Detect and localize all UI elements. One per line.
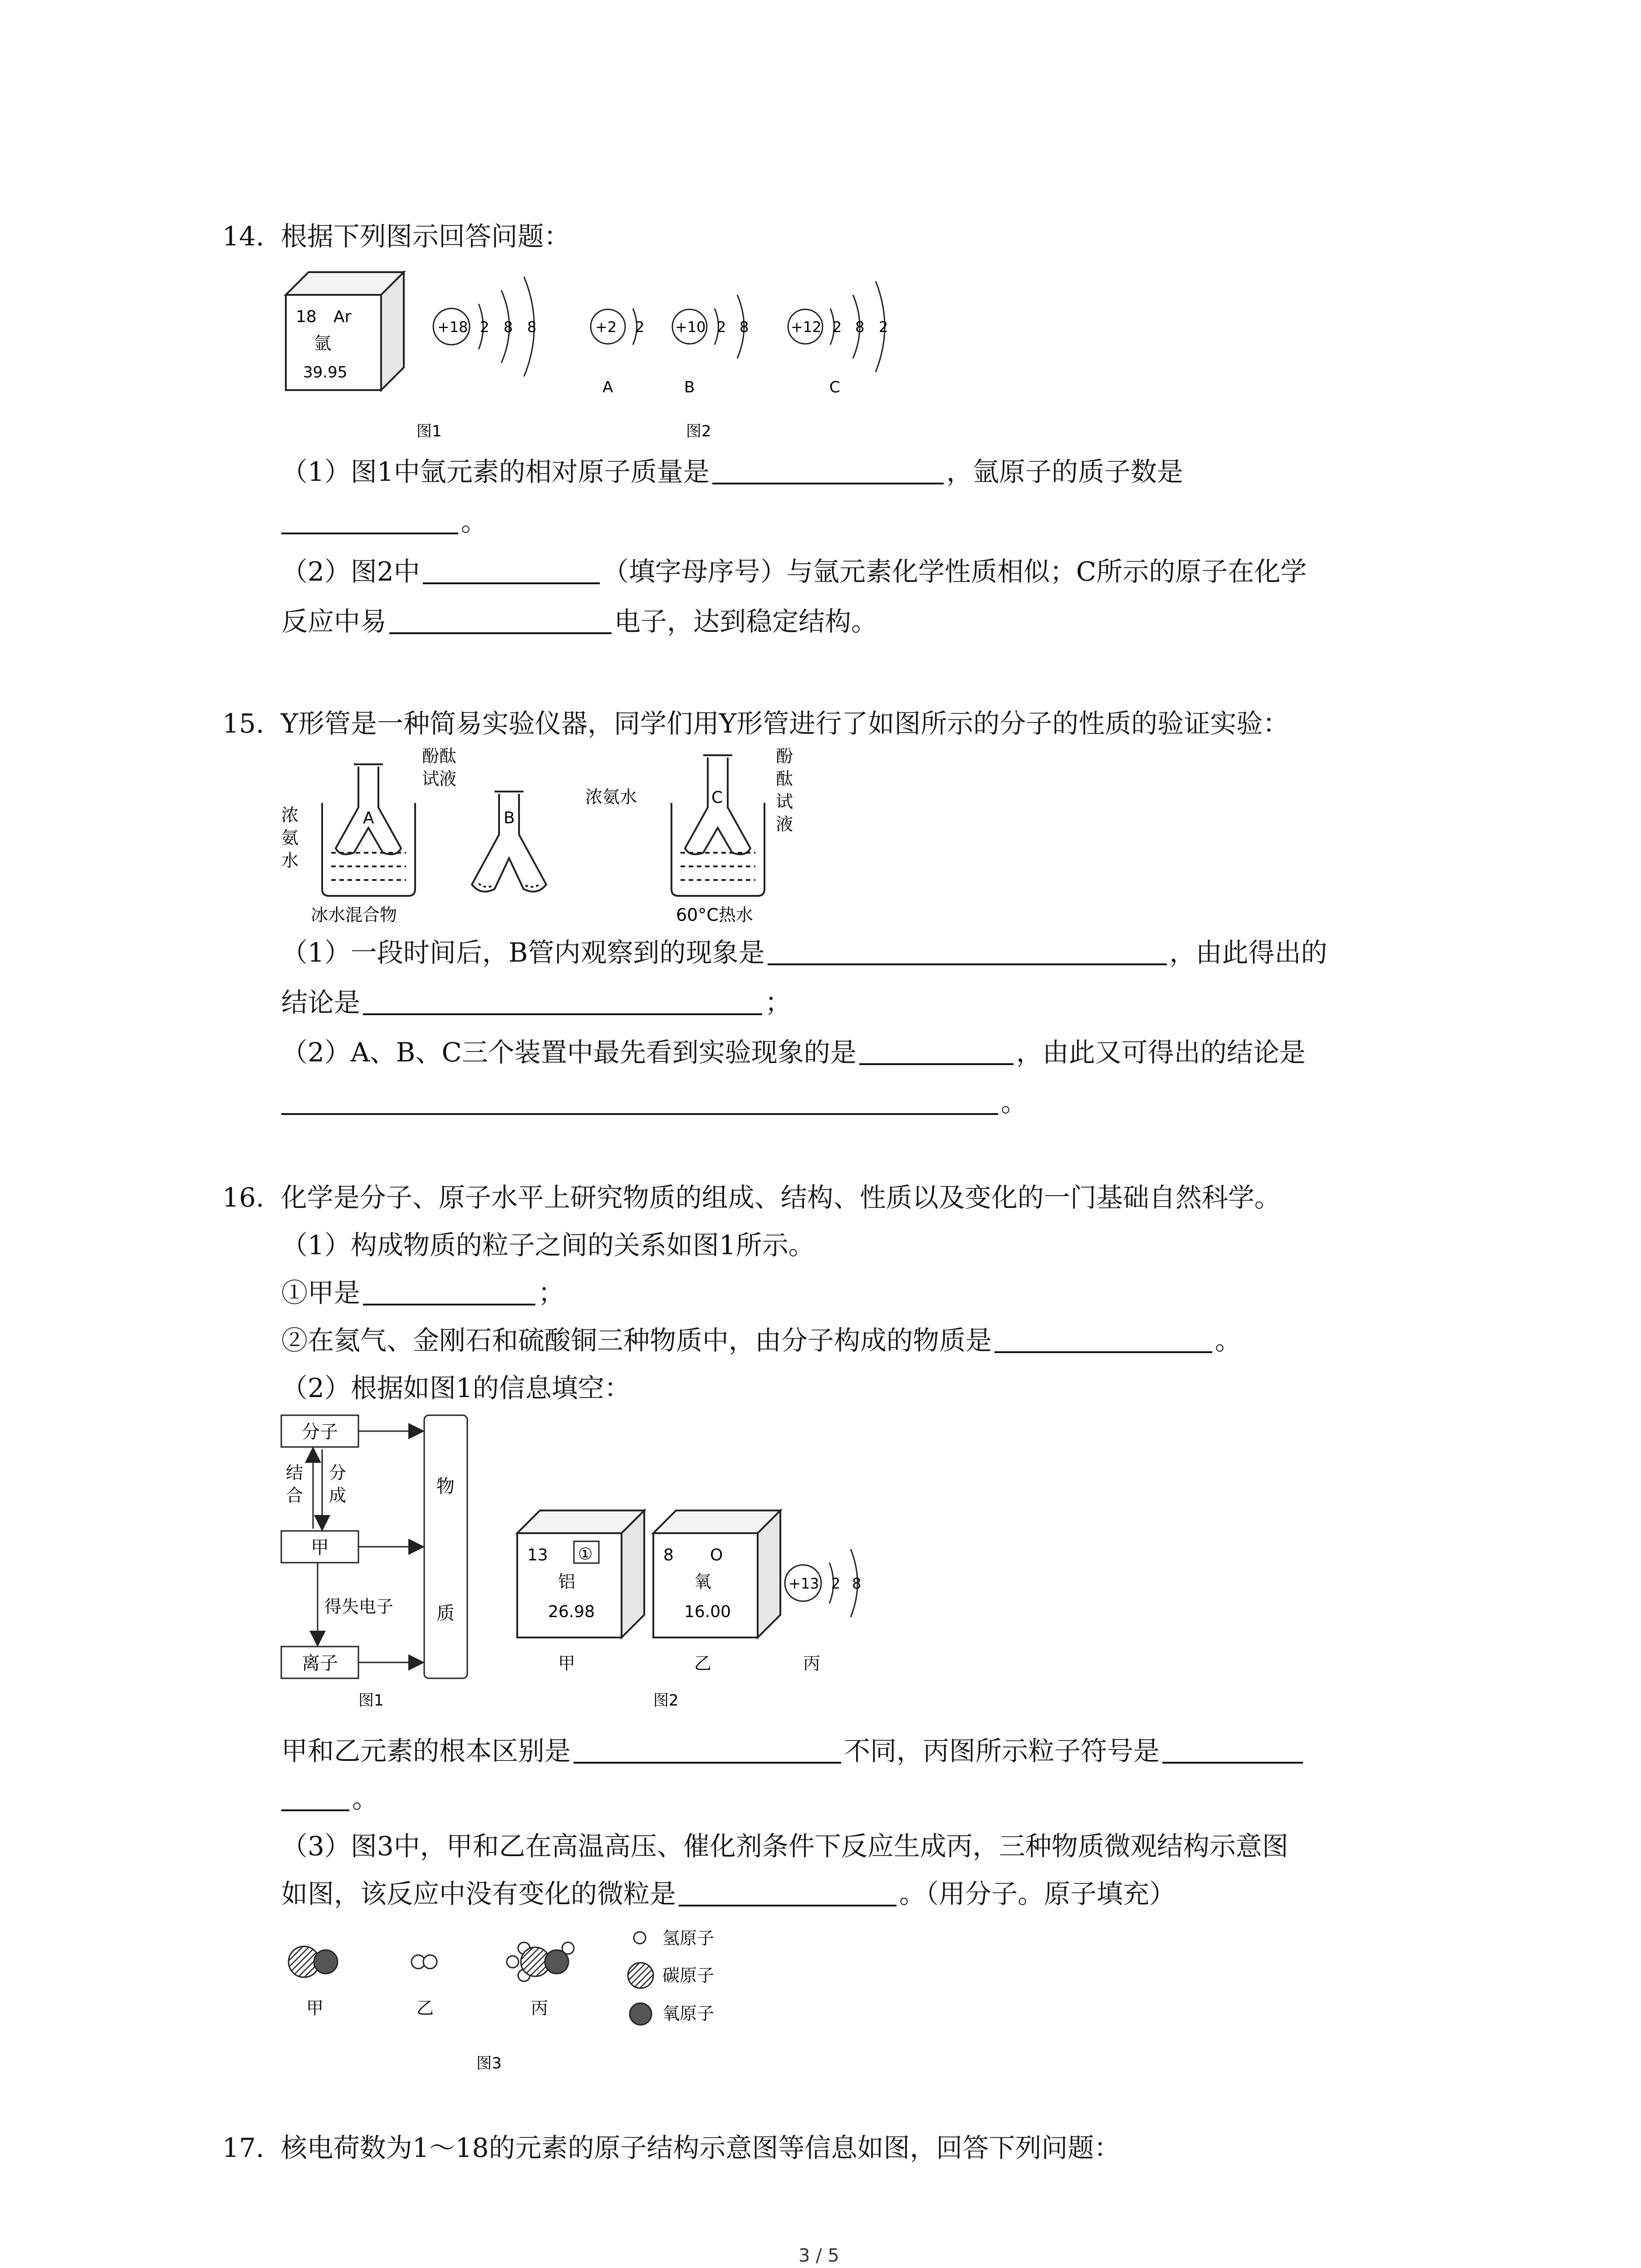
q15-part2-text-a: （2）A、B、C三个装置中最先看到实验现象的是 [281, 1037, 857, 1068]
box-matter-label-2: 质 [436, 1603, 455, 1624]
q16-s2-line [281, 1735, 1306, 1767]
q16-s2-end: 。 [352, 1783, 379, 1814]
q15-stem-text: Y形管是一种简易实验仪器，同学们用Y形管进行了如图所示的分子的性质的验证实验： [280, 708, 1289, 739]
phenol-mid-label-1: 酚酞 [422, 746, 457, 766]
hot-water-label: 60°C热水 [676, 905, 753, 925]
atom-bing-shell-1: 2 [831, 1575, 841, 1592]
cell-yi-symbol: O [710, 1546, 723, 1564]
atom-b-nucleus: +10 [675, 318, 706, 336]
q16-blank-fundamental-difference[interactable] [573, 1735, 841, 1764]
q16-stem [222, 1182, 1281, 1213]
arrow-electron-label: 得失电子 [324, 1597, 394, 1617]
argon-nucleus: +18 [437, 318, 468, 336]
q17-stem [222, 2132, 1120, 2164]
cell-jia-number: 13 [527, 1546, 548, 1564]
q14-stem-text: 根据下列图示回答问题： [280, 221, 570, 252]
q16-number: 16. [222, 1182, 265, 1213]
q14-part2-text-d: 电子，达到稳定结构。 [614, 606, 878, 637]
q15-blank-first-device[interactable] [859, 1037, 1014, 1065]
cell-yi-mass: 16.00 [684, 1603, 731, 1621]
beaker-c [671, 755, 764, 896]
atom-bing-label: 丙 [803, 1653, 821, 1673]
q14-part1-line2 [281, 506, 487, 538]
ice-mixture-label: 冰水混合物 [311, 905, 397, 925]
beaker-a [322, 764, 415, 896]
argon-mass: 39.95 [303, 363, 348, 381]
q16-figure-3 [272, 1919, 817, 2082]
q16-s3-text-b: 如图，该反应中没有变化的微粒是 [281, 1878, 676, 1909]
q15-number: 15. [222, 708, 265, 739]
legend-c-label: 碳原子 [662, 1965, 715, 1985]
legend-h-label: 氢原子 [662, 1928, 715, 1948]
atom-b-label: B [684, 378, 695, 396]
atom-b-shell-2: 8 [740, 318, 749, 336]
q16-s1-ii [281, 1325, 1241, 1356]
q15-part1-line2 [281, 987, 791, 1018]
box-matter [424, 1415, 467, 1678]
q14-figure [272, 259, 930, 449]
q14-part1-end: 。 [461, 506, 488, 537]
box-jia-label: 甲 [311, 1537, 329, 1558]
ammonia-left-label-3: 水 [281, 850, 299, 870]
cell-jia-symbol: ① [578, 1545, 593, 1564]
q16-blank-particle-symbol-cont [281, 1783, 349, 1811]
q14-blank-proton-number[interactable] [281, 506, 458, 534]
q14-blank-electron[interactable] [389, 606, 612, 634]
q14-part1-line [281, 456, 1183, 488]
q16-s1: （1）构成物质的粒子之间的关系如图1所示。 [281, 1230, 815, 1261]
ammonia-mid-label: 浓氨水 [585, 787, 637, 807]
q14-part2-line [281, 556, 1307, 587]
q14-blank-argon-mass[interactable] [712, 456, 944, 484]
q16-s2-line2 [281, 1783, 378, 1814]
atom-c-nucleus: +12 [791, 318, 822, 336]
arrow-combine-label-1: 结 [286, 1463, 304, 1483]
q15-part1-text-a: （1）一段时间后，B管内观察到的现象是 [281, 937, 765, 968]
q16-blank-particle-symbol[interactable] [1162, 1735, 1303, 1764]
q15-part2-end: 。 [1001, 1087, 1028, 1118]
q15-figure [272, 739, 862, 930]
q15-part1-text-b: ，由此得出的 [1169, 937, 1327, 968]
molecule-jia [289, 1946, 338, 1977]
atom-a-shell-1: 2 [635, 318, 645, 336]
legend-o-swatch [630, 2003, 652, 2025]
legend-o-label: 氧原子 [662, 2004, 715, 2024]
argon-name: 氩 [314, 333, 332, 353]
q14-part2-text-c: 反应中易 [281, 606, 387, 637]
tube-a-label: A [363, 809, 374, 827]
phenol-right-label-2: 酞 [776, 769, 794, 789]
cell-yi-number: 8 [663, 1546, 674, 1564]
q16-s1-ii-end: 。 [1215, 1325, 1242, 1356]
phenol-right-label-3: 试 [776, 792, 794, 811]
molecule-yi [411, 1955, 437, 1969]
atom-a-nucleus: +2 [595, 318, 617, 336]
atom-c-label: C [829, 378, 840, 396]
molecule-bing [507, 1942, 574, 1981]
q14-part2-text-a: （2）图2中 [281, 556, 420, 587]
q16-s2-text-b: 不同，丙图所示粒子符号是 [844, 1735, 1160, 1766]
q16-figures-1-2 [272, 1406, 907, 1715]
box-matter-label-1: 物 [436, 1476, 455, 1497]
q17-number: 17. [222, 2132, 265, 2163]
q16-blank-unchanged-particle[interactable] [679, 1878, 896, 1906]
atom-c-shell-1: 2 [833, 318, 842, 336]
q16-s1-ii-text: ②在氦气、金刚石和硫酸铜三种物质中，由分子构成的物质是 [281, 1325, 992, 1356]
phenol-right-label-1: 酚 [776, 746, 794, 766]
legend-c-swatch [628, 1963, 653, 1988]
arrow-combine-label-2: 合 [286, 1486, 304, 1505]
argon-shell-1: 2 [480, 318, 490, 336]
q15-stem [222, 708, 1289, 739]
arrow-split-label-1: 分 [329, 1463, 347, 1483]
q14-stem [222, 220, 570, 252]
q16-blank-jia[interactable] [363, 1277, 535, 1305]
molecule-bing-label: 丙 [531, 1998, 549, 2018]
box-molecule-label: 分子 [302, 1422, 338, 1442]
q15-blank-conclusion[interactable] [363, 987, 762, 1015]
legend-h-swatch [634, 1932, 646, 1944]
phenol-mid-label-2: 试液 [422, 769, 457, 789]
q15-part1-end: ； [765, 987, 792, 1018]
atom-bing-nucleus: +13 [789, 1575, 819, 1592]
q14-fig2-caption: 图2 [686, 422, 711, 440]
q16-blank-molecular-substance[interactable] [994, 1325, 1212, 1353]
q14-part2-text-b: （填字母序号）与氩元素化学性质相似；C所示的原子在化学 [602, 556, 1307, 587]
atom-bing-shell-2: 8 [852, 1575, 862, 1592]
q14-part1-text-a: （1）图1中氩元素的相对原子质量是 [281, 456, 710, 487]
ammonia-left-label-1: 浓 [281, 805, 299, 825]
argon-symbol: Ar [333, 308, 352, 326]
cell-jia-mass: 26.98 [548, 1603, 595, 1621]
q14-part2-line2 [281, 606, 877, 637]
argon-shell-3: 8 [527, 318, 537, 336]
tube-b-label: B [504, 809, 515, 827]
q15-part1-line [281, 937, 1327, 968]
q16-s3-text-c: 。（用分子。原子填充） [899, 1878, 1176, 1909]
atom-c-shell-3: 2 [879, 318, 888, 336]
q17-stem-text: 核电荷数为1～18的元素的原子结构示意图等信息如图，回答下列问题： [280, 2132, 1121, 2163]
y-tube-b [472, 792, 546, 892]
tube-c-label: C [711, 788, 723, 807]
cell-jia-label: 甲 [558, 1653, 576, 1673]
argon-atomic-number: 18 [296, 308, 317, 326]
q16-s1-i-text: ①甲是 [281, 1277, 361, 1308]
cell-yi-name: 氧 [694, 1572, 712, 1592]
page-number: 3 / 5 [798, 2245, 839, 2266]
q16-s1-i [281, 1277, 564, 1309]
atom-b-shell-1: 2 [717, 318, 726, 336]
molecule-yi-label: 乙 [416, 1998, 434, 2018]
q16-s2-text-a: 甲和乙元素的根本区别是 [281, 1735, 571, 1766]
q16-s1-i-end: ； [538, 1277, 565, 1308]
cell-yi-label: 乙 [694, 1653, 712, 1673]
argon-shell-2: 8 [504, 318, 513, 336]
q15-blank-phenomenon[interactable] [768, 937, 1167, 965]
q16-s3-line2 [281, 1878, 1176, 1910]
q15-part2-line2 [281, 1086, 1027, 1118]
q16-stem-text: 化学是分子、原子水平上研究物质的组成、结构、性质以及变化的一门基础自然科学。 [280, 1182, 1281, 1213]
atom-c-shell-2: 8 [855, 318, 865, 336]
q14-part1-text-b: ，氩原子的质子数是 [946, 456, 1183, 487]
atom-a-label: A [603, 378, 613, 396]
q14-number: 14. [222, 221, 265, 252]
box-ion-label: 离子 [302, 1653, 338, 1674]
molecule-jia-label: 甲 [306, 1998, 324, 2018]
arrow-split-label-2: 成 [329, 1486, 347, 1505]
q14-blank-similar-letter[interactable] [423, 556, 600, 584]
q15-part1-text-c: 结论是 [281, 987, 361, 1018]
q14-fig1-caption: 图1 [416, 422, 442, 440]
ammonia-left-label-2: 氨 [281, 828, 299, 848]
q15-blank-second-conclusion[interactable] [281, 1087, 998, 1115]
q15-part2-text-b: ，由此又可得出的结论是 [1016, 1037, 1306, 1068]
cell-jia-name: 铝 [558, 1572, 576, 1592]
q15-part2-line [281, 1036, 1306, 1068]
q16-s3-line: （3）图3中，甲和乙在高温高压、催化剂条件下反应生成丙，三种物质微观结构示意图 [281, 1831, 1288, 1862]
phenol-right-label-4: 液 [776, 814, 794, 834]
q16-fig2-caption: 图2 [653, 1691, 679, 1710]
q16-fig3-caption: 图3 [476, 2054, 502, 2072]
q16-fig1-caption: 图1 [358, 1691, 384, 1710]
q16-s2: （2）根据如图1的信息填空： [281, 1373, 631, 1403]
